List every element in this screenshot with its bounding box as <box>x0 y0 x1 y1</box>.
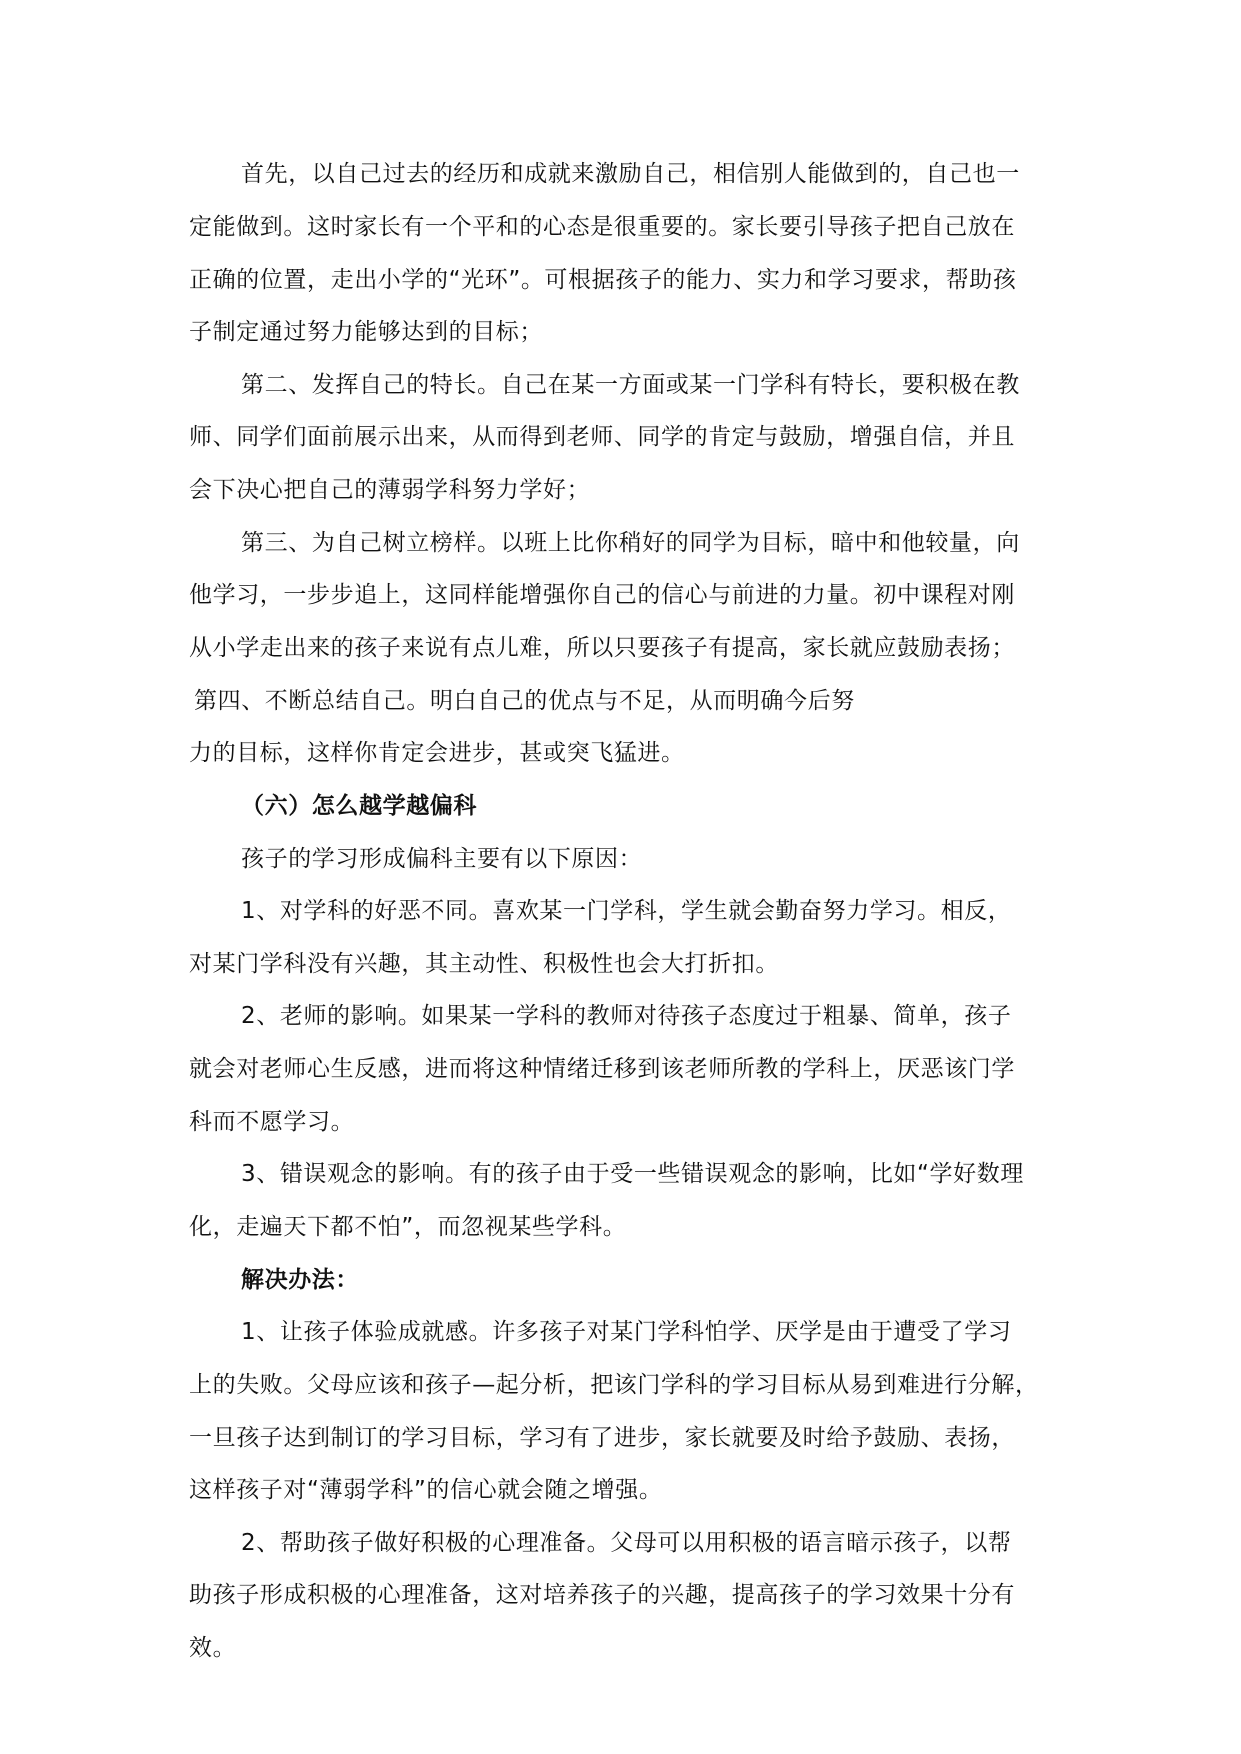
paragraph-line: 对某门学科没有兴趣，其主动性、积极性也会大打折扣。 <box>189 951 779 977</box>
paragraph-line: 第三、为自己树立榜样。以班上比你稍好的同学为目标，暗中和他较量，向 <box>241 530 1020 556</box>
paragraph-line: 2、帮助孩子做好积极的心理准备。父母可以用积极的语言暗示孩子，以帮 <box>241 1530 1012 1556</box>
paragraph-line: 2、老师的影响。如果某一学科的教师对待孩子态度过于粗暴、简单，孩子 <box>241 1003 1012 1029</box>
paragraph-line: 第二、发挥自己的特长。自己在某一方面或某一门学科有特长，要积极在教 <box>241 372 1020 398</box>
paragraph-line: 子制定通过努力能够达到的目标； <box>189 319 543 345</box>
paragraph-line: 会下决心把自己的薄弱学科努力学好； <box>189 477 591 503</box>
paragraph-line: 力的目标，这样你肯定会进步，甚或突飞猛进。 <box>189 740 685 766</box>
paragraph-line: 第四、不断总结自己。明白自己的优点与不足，从而明确今后努 <box>194 688 855 714</box>
paragraph-line: 1、让孩子体验成就感。许多孩子对某门学科怕学、厌学是由于遭受了学习 <box>241 1319 1012 1345</box>
paragraph-line: 这样孩子对“薄弱学科”的信心就会随之增强。 <box>189 1477 663 1503</box>
paragraph-line: 效。 <box>189 1635 237 1661</box>
paragraph-line: 一旦孩子达到制订的学习目标，学习有了进步，家长就要及时给予鼓励、表扬， <box>189 1425 1015 1451</box>
paragraph-line: 3、错误观念的影响。有的孩子由于受一些错误观念的影响，比如“学好数理 <box>241 1161 1024 1187</box>
paragraph-line: 师、同学们面前展示出来，从而得到老师、同学的肯定与鼓励，增强自信，并且 <box>189 424 1015 450</box>
paragraph-line: 就会对老师心生反感，进而将这种情绪迁移到该老师所教的学科上，厌恶该门学 <box>189 1056 1015 1082</box>
paragraph-line: 上的失败。父母应该和孩子—起分析，把该门学科的学习目标从易到难进行分解， <box>189 1372 1039 1398</box>
paragraph-line: 1、对学科的好恶不同。喜欢某一门学科，学生就会勤奋努力学习。相反， <box>241 898 1012 924</box>
section-heading: （六）怎么越学越偏科 <box>241 793 477 819</box>
paragraph-line: 助孩子形成积极的心理准备，这对培养孩子的兴趣，提高孩子的学习效果十分有 <box>189 1582 1015 1608</box>
subheading: 解决办法： <box>241 1267 359 1293</box>
paragraph-line: 化，走遍天下都不怕”，而忽视某些学科。 <box>189 1214 627 1240</box>
paragraph-line: 定能做到。这时家长有一个平和的心态是很重要的。家长要引导孩子把自己放在 <box>189 214 1015 240</box>
paragraph-line: 正确的位置，走出小学的“光环”。可根据孩子的能力、实力和学习要求，帮助孩 <box>189 267 1017 293</box>
paragraph-line: 首先，以自己过去的经历和成就来激励自己，相信别人能做到的，自己也一 <box>241 161 1020 187</box>
paragraph-line: 他学习，一步步追上，这同样能增强你自己的信心与前进的力量。初中课程对刚 <box>189 582 1015 608</box>
paragraph-line: 从小学走出来的孩子来说有点儿难，所以只要孩子有提高，家长就应鼓励表扬； <box>189 635 1015 661</box>
paragraph-line: 科而不愿学习。 <box>189 1109 355 1135</box>
paragraph-line: 孩子的学习形成偏科主要有以下原因： <box>241 846 643 872</box>
